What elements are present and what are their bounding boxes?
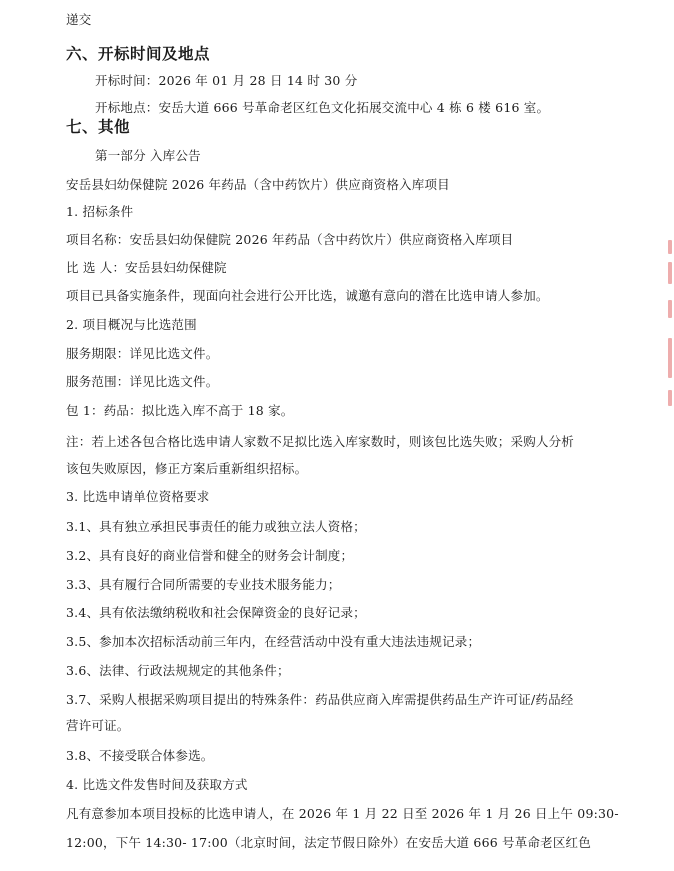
text-line: 服务范围：详见比选文件。 — [66, 374, 219, 389]
seal-edge-mark — [668, 240, 672, 254]
text-line: 凡有意参加本项目投标的比选申请人，在 2026 年 1 月 22 日至 2026 年 1 月 26 日上午 09:30- — [66, 806, 619, 821]
text-line: 注：若上述各包合格比选申请人家数不足拟比选入库家数时，则该包比选失败；采购人分析 — [66, 434, 575, 449]
text-line: 3.3、具有履行合同所需要的专业技术服务能力； — [66, 577, 341, 592]
text-line: 递交 — [66, 12, 92, 27]
text-line: 3.7、采购人根据采购项目提出的特殊条件：药品供应商入库需提供药品生产许可证/药品经 — [66, 692, 574, 707]
section-heading: 七、其他 — [66, 118, 131, 136]
seal-edge-mark — [668, 338, 672, 378]
text-line: 3.2、具有良好的商业信誉和健全的财务会计制度； — [66, 548, 354, 563]
section-heading: 六、开标时间及地点 — [66, 45, 211, 63]
text-line: 3. 比选申请单位资格要求 — [66, 489, 210, 504]
text-line: 3.5、参加本次招标活动前三年内，在经营活动中没有重大违法违规记录； — [66, 634, 481, 649]
seal-edge-mark — [668, 390, 672, 406]
seal-edge-mark — [668, 300, 672, 318]
text-line: 2. 项目概况与比选范围 — [66, 317, 197, 332]
text-line: 安岳县妇幼保健院 2026 年药品（含中药饮片）供应商资格入库项目 — [66, 177, 450, 192]
text-line: 营许可证。 — [66, 718, 130, 733]
text-line: 服务期限：详见比选文件。 — [66, 346, 219, 361]
text-line: 开标地点：安岳大道 666 号革命老区红色文化拓展交流中心 4 栋 6 楼 616 室。 — [95, 100, 550, 115]
text-line: 4. 比选文件发售时间及获取方式 — [66, 777, 248, 792]
text-line: 12:00，下午 14:30- 17:00（北京时间，法定节假日除外）在安岳大道 666 号革命老区红色 — [66, 835, 591, 850]
text-line: 项目已具备实施条件，现面向社会进行公开比选，诚邀有意向的潜在比选申请人参加。 — [66, 288, 549, 303]
text-line: 开标时间：2026 年 01 月 28 日 14 时 30 分 — [95, 73, 358, 88]
text-line: 3.1、具有独立承担民事责任的能力或独立法人资格； — [66, 519, 366, 534]
text-line: 3.4、具有依法缴纳税收和社会保障资金的良好记录； — [66, 605, 366, 620]
text-line: 项目名称：安岳县妇幼保健院 2026 年药品（含中药饮片）供应商资格入库项目 — [66, 232, 514, 247]
text-line: 该包失败原因，修正方案后重新组织招标。 — [66, 461, 308, 476]
seal-edge-mark — [668, 262, 672, 284]
text-line: 3.8、不接受联合体参选。 — [66, 748, 214, 763]
text-line: 第一部分 入库公告 — [95, 148, 201, 163]
text-line: 比 选 人：安岳县妇幼保健院 — [66, 260, 227, 275]
text-line: 包 1：药品：拟比选入库不高于 18 家。 — [66, 403, 294, 418]
text-line: 3.6、法律、行政法规规定的其他条件； — [66, 663, 290, 678]
text-line: 1. 招标条件 — [66, 204, 134, 219]
